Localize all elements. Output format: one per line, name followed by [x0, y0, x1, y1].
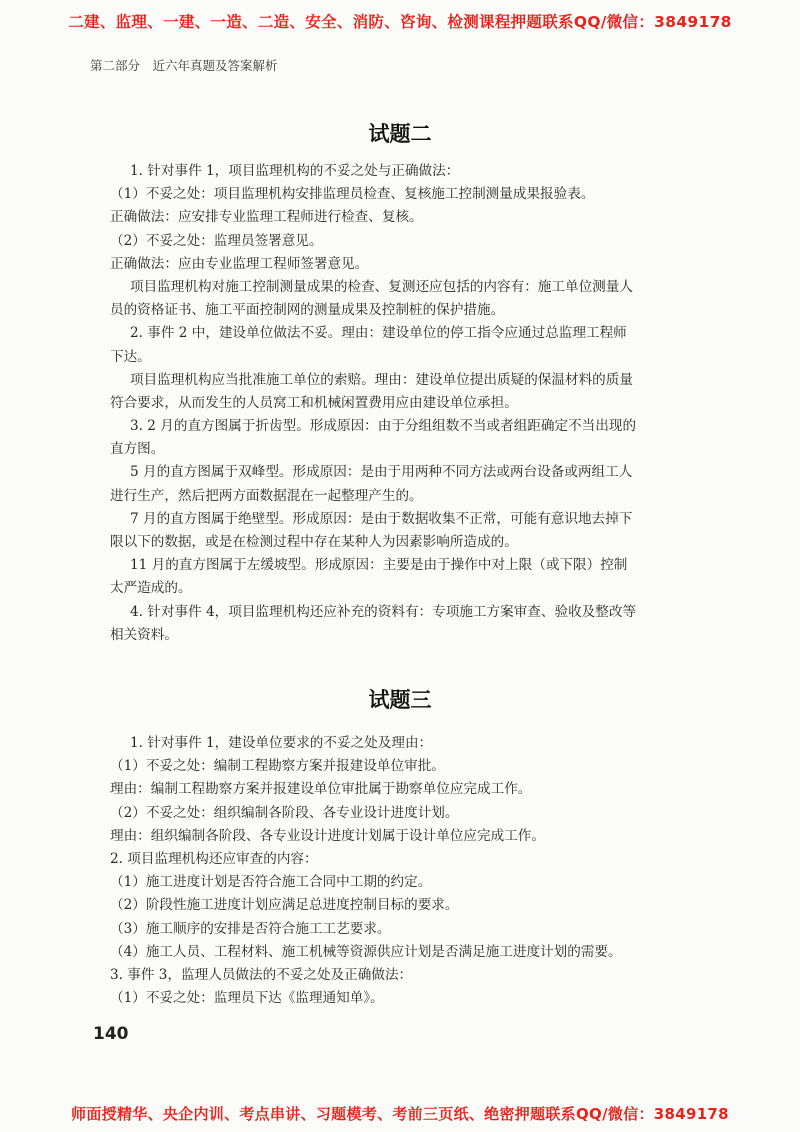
- answer-line: （2）不妥之处：监理员签署意见。: [110, 232, 323, 249]
- answer-line: （3）施工顺序的安排是否符合施工工艺要求。: [110, 920, 391, 937]
- answer-line: （2）不妥之处：组织编制各阶段、各专业设计进度计划。: [110, 804, 459, 821]
- answer-line: 项目监理机构对施工控制测量成果的检查、复测还应包括的内容有：施工单位测量人: [130, 278, 633, 295]
- answer-line: 符合要求，从而发生的人员窝工和机械闲置费用应由建设单位承担。: [110, 394, 518, 411]
- answer-line: 下达。: [110, 348, 151, 365]
- answer-line: 进行生产，然后把两方面数据混在一起整理产生的。: [110, 487, 423, 504]
- answer-line: 相关资料。: [110, 626, 178, 643]
- answer-line: 4. 针对事件 4，项目监理机构还应补充的资料有：专项施工方案审查、验收及整改等: [130, 603, 637, 620]
- answer-line: 1. 针对事件 1，项目监理机构的不妥之处与正确做法：: [130, 163, 460, 179]
- answer-line: （1）不妥之处：编制工程勘察方案并报建设单位审批。: [110, 758, 445, 775]
- answer-line: 2. 事件 2 中，建设单位做法不妥。理由：建设单位的停工指令应通过总监理工程师: [130, 325, 627, 342]
- question-2-title: 试题二: [368, 122, 432, 146]
- answer-line: 员的资格证书、施工平面控制网的测量成果及控制桩的保护措施。: [110, 302, 505, 319]
- answer-line: 正确做法：应安排专业监理工程师进行检查、复核。: [110, 209, 423, 226]
- answer-line: （1）不妥之处：项目监理机构安排监理员检查、复核施工控制测量成果报验表。: [110, 186, 595, 203]
- answer-line: 3. 事件 3，监理人员做法的不妥之处及正确做法：: [110, 966, 413, 983]
- question-3-answer: [110, 732, 720, 1010]
- answer-line: 项目监理机构应当批准施工单位的索赔。理由：建设单位提出质疑的保温材料的质量: [130, 371, 633, 388]
- running-header: 第二部分 近六年真题及答案解析: [90, 58, 278, 73]
- answer-line: （4）施工人员、工程材料、施工机械等资源供应计划是否满足施工进度计划的需要。: [110, 943, 622, 960]
- answer-line: 限以下的数据，或是在检测过程中存在某种人为因素影响所造成的。: [110, 534, 518, 550]
- answer-line: 3. 2 月的直方图属于折齿型。形成原因：由于分组组数不当或者组距确定不当出现的: [130, 418, 637, 435]
- question-2-answer: [110, 160, 720, 647]
- question-3-title: 试题三: [368, 688, 432, 712]
- answer-line: 7 月的直方图属于绝壁型。形成原因：是由于数据收集不正常，可能有意识地去掉下: [130, 510, 633, 527]
- answer-line: 2. 项目监理机构还应审查的内容：: [110, 850, 318, 867]
- answer-line: 正确做法：应由专业监理工程师签署意见。: [110, 255, 369, 272]
- answer-line: （1）施工进度计划是否符合施工合同中工期的约定。: [110, 874, 432, 891]
- top-ad-banner: 二建、监理、一建、一造、二造、安全、消防、咨询、检测课程押题联系QQ/微信：3849178: [68, 13, 732, 31]
- answer-line: 理由：组织编制各阶段、各专业设计进度计划属于设计单位应完成工作。: [110, 827, 545, 844]
- answer-line: 1. 针对事件 1，建设单位要求的不妥之处及理由：: [130, 735, 433, 751]
- answer-line: 太严造成的。: [110, 580, 192, 597]
- bottom-ad-banner: 师面授精华、央企内训、考点串讲、习题模考、考前三页纸、绝密押题联系QQ/微信：3849178: [71, 1105, 729, 1123]
- answer-line: 直方图。: [110, 441, 165, 458]
- answer-line: （2）阶段性施工进度计划应满足总进度控制目标的要求。: [110, 897, 459, 914]
- answer-line: 5 月的直方图属于双峰型。形成原因：是由于用两种不同方法或两台设备或两组工人: [130, 464, 633, 481]
- page-number: 140: [93, 1024, 129, 1044]
- answer-line: （1）不妥之处：监理员下达《监理通知单》。: [110, 990, 384, 1007]
- answer-line: 11 月的直方图属于左缓坡型。形成原因：主要是由于操作中对上限（或下限）控制: [130, 557, 628, 574]
- answer-line: 理由：编制工程勘察方案并报建设单位审批属于勘察单位应完成工作。: [110, 781, 532, 798]
